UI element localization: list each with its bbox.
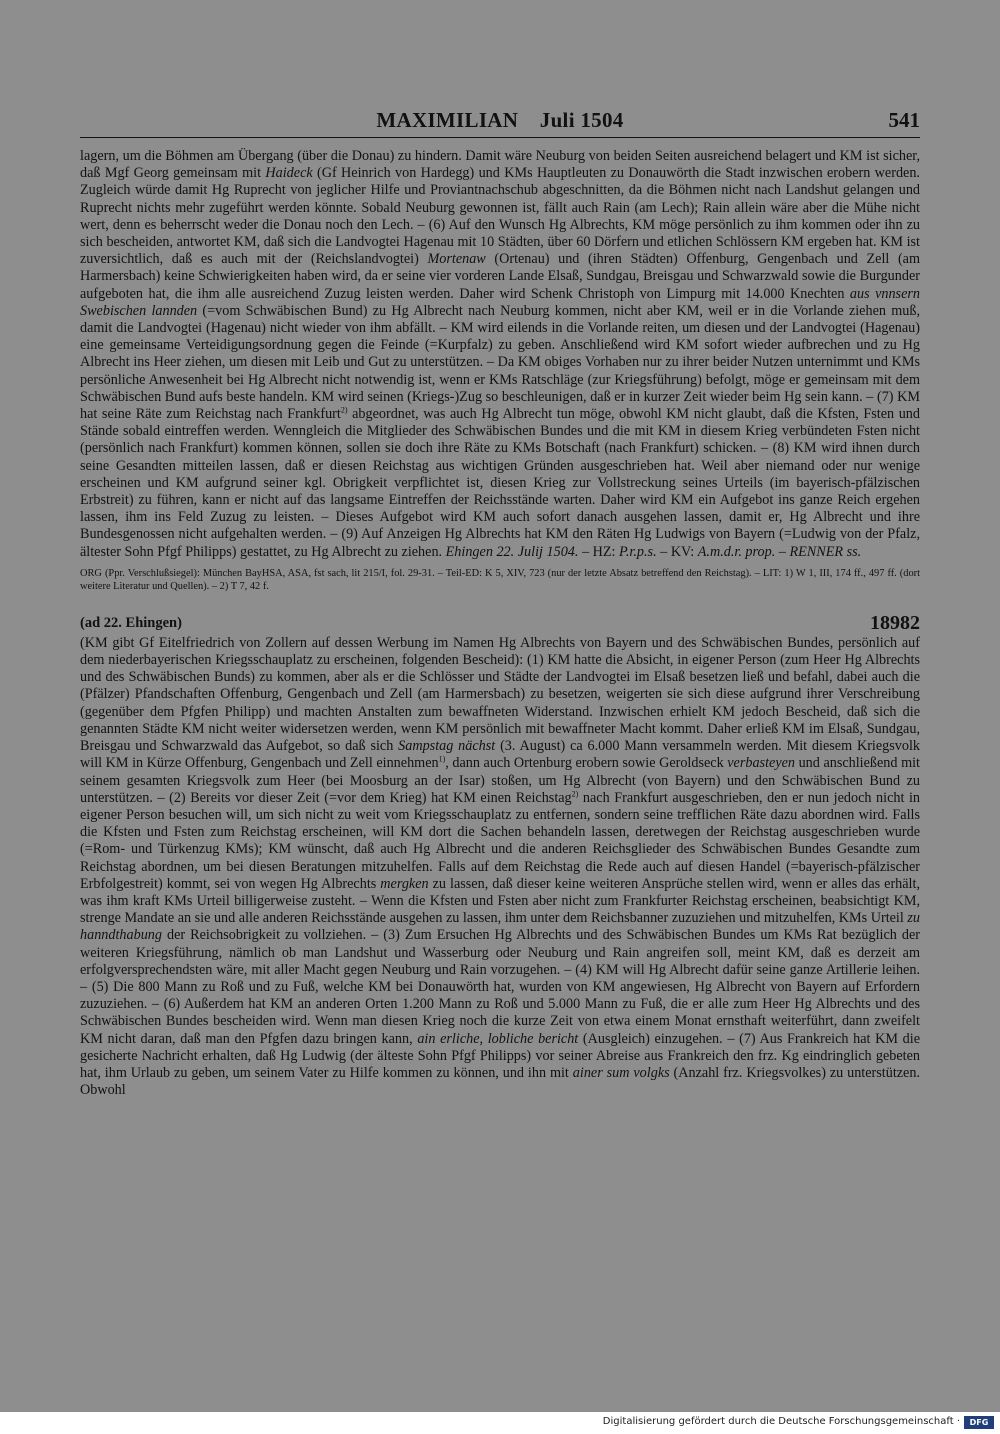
running-title (80, 108, 920, 133)
entry-heading (80, 609, 920, 635)
text-run: (Ortenau) und (ihren Städten) Offenburg, Gengenbach und Zell (am Harmersbach) keine Schwierigkeiten haben wird, da er seine vier vorderen Lande Elsaß, Sundgau, Breisgau und Schwarzwald sowie die Burgunder aufgeboten hat, die ihm alle ausreichend Zuzug leisten werden. Daher wird Schenk Christoph von Limpurg mit 14.000 Knechten (80, 251, 920, 302)
page-number: 541 (888, 108, 920, 132)
page-body (80, 148, 920, 1099)
italic-run: P.r.p.s. (619, 543, 657, 560)
footer-bar (0, 1412, 1000, 1434)
text-run: – HZ: (578, 543, 620, 560)
text-run: abgeordnet, was auch Hg Albrecht tun möge, obwohl KM nicht glaubt, daß die Kfsten, Fsten und Stände sobald eintreffen werden. Wenngleich die Mitglieder des Schwäbischen Bundes und die mit KM in diesem Krieg verbündeten Fsten nicht (persönlich nach Frankfurt) kommen können, sollen sie doch ihre Räte zu KMs Botschaft (nach Frankfurt) schicken. – (8) KM wird ihnen durch seine Gesandten mitteilen lassen, daß er diesen Reichstag aus wichtigen Gründen ausgeschrieben hat. Weil aber niemand oder nur wenige erscheinen und KM aufgrund seiner kgl. Obrigkeit verpflichtet ist, diesen Krieg zur Vollstreckung seines Urteils (im bayerisch-pfälzischen Erbstreit) zu führen, kann er nicht auf das langsame Eintreffen der Reichsstände warten. Daher wird KM ein Aufgebot ins ganze Reich ergehen lassen, ihm ins Feld Zuzug zu leisten. – Dieses Aufgebot wird KM auch sofort danach ausgehen lassen, damit er, Hg Albrecht und ihre Bundesgenossen nicht aufgehalten werden. – (9) Auf Anzeigen Hg Albrechts hat KM den Räten Hg Ludwigs von Bayern (=Ludwig von der Pfalz, ältester Sohn Pfgf Philipps) gestattet, zu Hg Albrecht zu ziehen. (80, 406, 920, 560)
entry-number: 18982 (870, 611, 920, 634)
text-run: (3. August) ca 6.000 Mann versammeln werden. Mit diesem Kriegsvolk will KM in Kürze Offenburg, Gengenbach und Zell einnehmen (80, 738, 921, 772)
entry-text (80, 635, 920, 1099)
funding-notice: Digitalisierung gefördert durch die Deutsche Forschungsgemeinschaft · (602, 1416, 960, 1427)
italic-run: mergken (380, 875, 429, 892)
running-title-date: Juli 1504 (539, 108, 624, 132)
entry-continuation-text (80, 148, 920, 561)
italic-run: ain erliche, lobliche bericht (417, 1030, 579, 1047)
running-header (80, 108, 920, 138)
italic-run: Mortenaw (427, 251, 486, 268)
italic-run: A.m.d.r. prop. – RENNER ss. (697, 543, 862, 560)
text-run: der Reichsobrigkeit zu vollziehen. – (3) Zum Ersuchen Hg Albrechts und des Schwäbischen Bundes um KMs Rat bezüglich der weiteren Kriegsführung, nämlich ob man Landshut und Wasserburg oder Neuburg und Rain angreifen soll, meint KM, daß es derzeit am erfolgversprechendsten wäre, mit aller Macht gegen Neuburg und Rain vorzugehen. – (4) KM will Hg Albrecht dafür seine ganze Artillerie leihen. – (5) Die 800 Mann zu Roß und zu Fuß, welche KM bei Donauwörth hat, wurden von KM angewiesen, Hg Albrecht von Bayern auf Erfordern zuzuziehen. – (6) Außerdem hat KM an anderen Orten 1.200 Mann zu Roß und 5.000 Mann zu Fuß, die er alle zum Heer Hg Albrechts und des Schwäbischen Bundes bescheiden wird. Wenn man diesen Krieg noch die kurze Zeit von etwa einem Monat ernsthaft weiterführt, dann zweifelt KM nicht daran, daß man den Pfgfen dazu bringen kann, (80, 927, 920, 1047)
italic-run: Haideck (265, 165, 313, 182)
footnote-marker: 1) (438, 754, 446, 764)
italic-run: zu hanndthabung (80, 910, 920, 944)
text-run: nach Frankfurt ausgeschrieben, den er nun jedoch nicht in eigener Person besuchen will, um sich nicht zu weit vom Kriegsschauplatz zu entfernen, sondern seine trefflichen Räte dazu abordnen wird. Falls die Kfsten und Fsten zum Reichstag erscheinen, will KM dort die Sachen behandeln lassen, deretwegen der Reichstag ausgeschrieben wurde (=Rom- und Türkenzug KMs); KM wünscht, daß auch Hg Albrecht und die anderen Reichsglieder des Schwäbischen Bundes Gesandte zum Reichstag abordnen, um bei diesen Beratungen mitzuhelfen. Falls auf dem Reichstag die Rede auch auf diesen Handel (=bayerisch-pfälzischer Erbfolgestreit) kommt, sei von wegen Hg Albrechts (80, 789, 921, 892)
running-title-name: MAXIMILIAN (376, 108, 519, 132)
text-run: (=vom Schwäbischen Bund) zu Hg Albrecht nach Neuburg kommen, nicht aber KM, weil er in die Vorlande ziehen muß, damit die Landvogtei (Hagenau) nicht wieder von ihm abfällt. – KM wird eilends in die Vorlande reiten, um diesen und der Landvogtei (Hagenau) eine gemeinsame Verteidigungsordnung gegen die Feinde (=Kurpfalz) zu geben. Anschließend wird KM sofort wieder aufbrechen und zu Hg Albrecht ins Heer ziehen, um diesen mit Leib und Gut zu unterstützen. – Da KM obiges Vorhaben nur zu ihrer beider Nutzen unternimmt und KMs persönliche Anwesenheit bei Hg Albrecht nicht notwendig ist, wenn er KMs Ratschläge (zur Kriegsführung) befolgt, möge er gemeinsam mit dem Schwäbischen Bund aufs beste handeln. KM wird seinen (Kriegs-)Zug so beschleunigen, daß er in kurzer Zeit wieder beim Hg sein kann. – (7) KM hat seine Räte zum Reichstag nach Frankfurt (80, 302, 920, 423)
footnote-marker: 2) (340, 405, 348, 415)
entry-place-date: (ad 22. Ehingen) (80, 614, 182, 631)
italic-run: ainer sum volgks (572, 1064, 670, 1081)
source-notes: ORG (Ppr. Verschlußsiegel): München BayHSA, ASA, fst sach, lit 215/I, fol. 29-31. – Teil-ED: K 5, XIV, 723 (nur der letzte Absatz betreffend den Reichstag). – LIT: 1) W 1, III, 174 ff., 497 ff. (dort weitere Literatur und Quellen). – 2) T 7, 42 f. (80, 567, 920, 592)
text-run: (Gf Heinrich von Hardegg) und KMs Hauptleuten zu Donauwörth die Stadt inzwischen erobern werden. Zugleich würde damit Hg Ruprecht von jeglicher Hilfe und Proviantnachschub abgeschnitten, da die Böhmen nicht nach Landshut gelangen und Ruprecht nichts mehr zugeführt werden könnte. Sobald Neuburg gewonnen ist, fällt auch Rain (am Lech); Rain allein wäre aber die Mühe nicht wert, denn es beherrscht weder die Donau noch den Lech. – (6) Auf den Wunsch Hg Albrechts, KM möge persönlich zu ihm kommen oder ihn zu sich bescheiden, antwortet KM, daß sich die Landvogtei Hagenau mit 10 Städten, über 60 Dörfern und etlichen Schlössern KM ergeben hat. KM ist zuversichtlich, daß es auch mit der (Reichslandvogtei) (80, 165, 920, 268)
dfg-logo: DFG (964, 1416, 994, 1429)
text-run: und anschließend mit seinem gesamten Kriegsvolk zum Heer (bei Moosburg an der Isar) stoßen, um Hg Albrecht (von Bayern) und den Schwäbischen Bund zu unterstützen. – (2) Bereits vor dieser Zeit (=vor dem Krieg) hat KM einen Reichstag (80, 755, 920, 806)
italic-run: aus vnnsern Swebischen lannden (80, 285, 920, 319)
text-run: (Anzahl frz. Kriegsvolkes) zu unterstützen. Obwohl (80, 1064, 920, 1099)
text-run: lagern, um die Böhmen am Übergang (über die Donau) zu hindern. Damit wäre Neuburg von beiden Seiten ausreichend belagert und KM ist sicher, daß Mgf Georg gemeinsam mit (80, 148, 920, 182)
footnote-marker: 2) (571, 788, 579, 798)
text-run: , dann auch Ortenburg erobern sowie Geroldseck (445, 755, 728, 772)
text-run: (Ausgleich) einzugehen. – (7) Aus Frankreich hat KM die gesicherte Nachricht erhalten, daß Hg Ludwig (der älteste Sohn Pfgf Philipps) vor seiner Abreise aus Frankreich den frz. Kg eindringlich gebeten hat, ihm Urlaub zu geben, um seinem Vater zu Hilfe kommen zu können, und ihn mit (80, 1030, 920, 1081)
date-line: Ehingen 22. Julij 1504. (445, 543, 579, 560)
text-run: (KM gibt Gf Eitelfriedrich von Zollern auf dessen Werbung im Namen Hg Albrechts von Bayern und des Schwäbischen Bundes, persönlich auf dem niederbayerischen Kriegsschauplatz zu erscheinen, folgenden Bescheid): (1) KM hatte die Absicht, in eigener Person (zum Heer Hg Albrechts und des Schwäbischen Bunds) zu kommen, aber als er die Schlösser und Städte der Landvogtei im Elsaß besetzen ließ und befahl, dabei auch die (Pfälzer) Pfandschaften Offenburg, Gengenbach und Zell (am Harmersbach) zu besetzen, weigerten sie sich diese aufgrund ihrer Verschreibung (gegenüber dem Pfgfen Philipp) und machten Anstalten zum bewaffneten Widerstand. Inzwischen erhielt KM jedoch Bescheid, daß sich die genannten Städte KM nicht weiter widersetzen werden, wenn KM persönlich mit bewaffneter Macht kommt. Daher erließ KM im Elsaß, Sundgau, Breisgau und Schwarzwald das Aufgebot, so daß sich (80, 634, 920, 755)
italic-run: verbasteyen (727, 755, 796, 772)
italic-run: Sampstag nächst (398, 738, 496, 755)
header-rule (80, 137, 920, 138)
text-run: – KV: (656, 543, 698, 560)
text-run: zu lassen, daß dieser keine weiteren Ansprüche stellen wird, wenn er alles das erhält, was ihm kraft KMs Urteil billigerweise zusteht. – Wenn die Kfsten und Fsten aber nicht zum Frankfurter Reichstag erscheinen, beabsichtigt KM, strenge Mandate an sie und alle anderen Reichsstände ausgehen zu lassen, ihm unter dem Reichsbanner zuzuziehen und mitzuhelfen, KMs Urteil (80, 875, 920, 927)
